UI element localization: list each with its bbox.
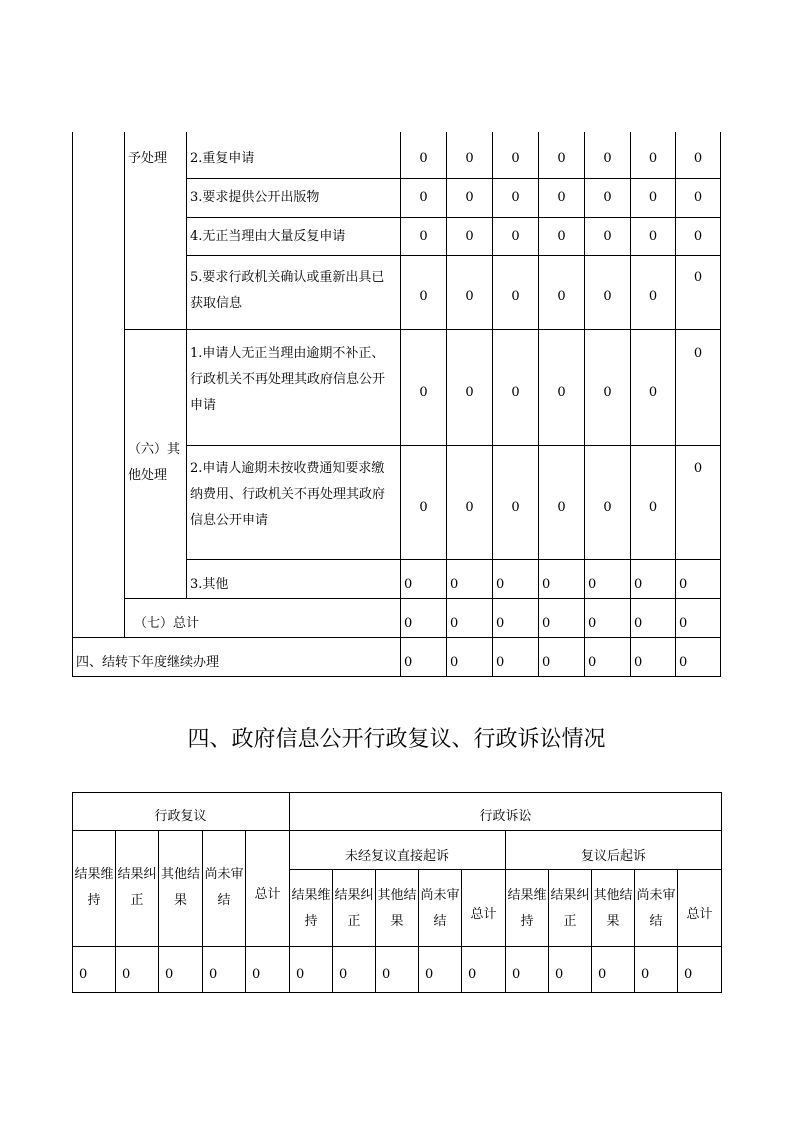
section-title: 四、政府信息公开行政复议、行政诉讼情况 xyxy=(187,727,606,752)
column-header: 结果维持 xyxy=(291,888,331,929)
table-cell: 0 xyxy=(419,500,428,515)
column-header: 结果纠正 xyxy=(550,888,590,929)
row-label: 4.无正当理由大量反复申请 xyxy=(190,229,346,244)
table-cell: 0 xyxy=(511,385,520,400)
table-cell: 0 xyxy=(79,967,88,982)
table-cell: 0 xyxy=(693,229,703,244)
table-cell: 0 xyxy=(465,385,474,400)
table-cell: 0 xyxy=(557,289,566,304)
table-cell: 0 xyxy=(693,461,703,476)
table-cell: 0 xyxy=(603,151,612,166)
table-cell: 0 xyxy=(465,151,474,166)
table-cell: 0 xyxy=(511,500,520,515)
table-cell: 0 xyxy=(425,967,434,982)
table-cell: 0 xyxy=(419,385,428,400)
table-cell: 0 xyxy=(404,616,413,631)
table-cell: 0 xyxy=(542,655,551,670)
row-label: 3.要求提供公开出版物 xyxy=(190,190,320,205)
table-cell: 0 xyxy=(555,967,564,982)
table-cell: 0 xyxy=(496,577,505,592)
column-header: 尚未审结 xyxy=(636,888,676,929)
table-cell: 0 xyxy=(419,229,428,244)
table-cell: 0 xyxy=(557,229,566,244)
table-cell: 0 xyxy=(648,500,658,515)
table-cell: 0 xyxy=(693,270,703,285)
table-cell: 0 xyxy=(404,577,413,592)
column-header: 结果纠正 xyxy=(117,867,157,908)
table-cell: 0 xyxy=(588,616,597,631)
row-label: 2.申请人逾期未按收费通知要求缴纳费用、行政机关不再处理其政府信息公开申请 xyxy=(190,461,386,528)
table-cell: 0 xyxy=(648,385,658,400)
row-label: 2.重复申请 xyxy=(190,151,255,166)
table-cell: 0 xyxy=(603,385,612,400)
table-cell: 0 xyxy=(588,577,597,592)
table-cell: 0 xyxy=(648,151,658,166)
table-cell: 0 xyxy=(450,616,459,631)
table-cell: 0 xyxy=(511,289,520,304)
category-label: （六）其他处理 xyxy=(128,442,181,483)
carry-over-label: 四、结转下年度继续办理 xyxy=(76,655,220,670)
table-cell: 0 xyxy=(603,190,612,205)
table-cell: 0 xyxy=(603,289,612,304)
table-cell: 0 xyxy=(603,229,612,244)
table-cell: 0 xyxy=(512,967,521,982)
table-cell: 0 xyxy=(648,229,658,244)
table-cell: 0 xyxy=(679,577,688,592)
table-cell: 0 xyxy=(339,967,348,982)
table-cell: 0 xyxy=(634,577,643,592)
column-header: 其他结果 xyxy=(160,867,200,908)
table-cell: 0 xyxy=(557,190,566,205)
row-label: 1.申请人无正当理由逾期不补正、行政机关不再处理其政府信息公开申请 xyxy=(190,346,386,413)
table-cell: 0 xyxy=(679,616,688,631)
column-header: 其他结果 xyxy=(593,888,633,929)
table-cell: 0 xyxy=(648,190,658,205)
column-header: 总计 xyxy=(686,907,713,922)
column-header: 结果纠正 xyxy=(334,888,374,929)
column-header: 尚未审结 xyxy=(204,867,244,908)
table-cell: 0 xyxy=(465,190,474,205)
direct-lawsuit-header: 未经复议直接起诉 xyxy=(344,849,449,864)
table-cell: 0 xyxy=(465,289,474,304)
table-cell: 0 xyxy=(641,967,650,982)
column-header: 尚未审结 xyxy=(420,888,460,929)
column-header: 结果维持 xyxy=(74,867,114,908)
column-header: 总计 xyxy=(470,907,497,922)
column-header: 总计 xyxy=(254,887,281,902)
table-cell: 0 xyxy=(465,500,474,515)
column-header: 其他结果 xyxy=(377,888,417,929)
table-cell: 0 xyxy=(419,289,428,304)
table-cell: 0 xyxy=(122,967,131,982)
row-label: 3.其他 xyxy=(190,577,229,592)
table-cell: 0 xyxy=(588,655,597,670)
lawsuit-header: 行政诉讼 xyxy=(479,809,532,824)
table-cell: 0 xyxy=(693,346,703,361)
table-cell: 0 xyxy=(165,967,174,982)
table-cell: 0 xyxy=(468,967,477,982)
table-cell: 0 xyxy=(684,967,693,982)
table-cell: 0 xyxy=(496,655,505,670)
table-cell: 0 xyxy=(542,616,551,631)
table-cell: 0 xyxy=(603,500,612,515)
review-header: 行政复议 xyxy=(154,809,207,824)
table-cell: 0 xyxy=(679,655,688,670)
category-label: 予处理 xyxy=(128,151,168,166)
table-cell: 0 xyxy=(693,151,703,166)
table-cell: 0 xyxy=(496,616,505,631)
row-label: 5.要求行政机关确认或重新出具已获取信息 xyxy=(190,270,385,311)
table-cell: 0 xyxy=(511,151,520,166)
column-header: 结果维持 xyxy=(507,888,547,929)
after-review-header: 复议后起诉 xyxy=(580,849,646,864)
table-cell: 0 xyxy=(634,655,643,670)
table-cell: 0 xyxy=(511,190,520,205)
table-cell: 0 xyxy=(557,385,566,400)
table-cell: 0 xyxy=(419,151,428,166)
table-cell: 0 xyxy=(693,190,703,205)
table-cell: 0 xyxy=(209,967,218,982)
table-cell: 0 xyxy=(450,577,459,592)
table-cell: 0 xyxy=(648,289,658,304)
table-cell: 0 xyxy=(419,190,428,205)
table-cell: 0 xyxy=(634,616,643,631)
table-cell: 0 xyxy=(382,967,391,982)
table-cell: 0 xyxy=(557,151,566,166)
table-cell: 0 xyxy=(542,577,551,592)
table-cell: 0 xyxy=(511,229,520,244)
table-cell: 0 xyxy=(598,967,607,982)
table-cell: 0 xyxy=(404,655,413,670)
table-cell: 0 xyxy=(557,500,566,515)
table-cell: 0 xyxy=(450,655,459,670)
table-cell: 0 xyxy=(252,967,261,982)
table-cell: 0 xyxy=(296,967,305,982)
table-cell: 0 xyxy=(465,229,474,244)
total-label: （七）总计 xyxy=(134,616,200,631)
